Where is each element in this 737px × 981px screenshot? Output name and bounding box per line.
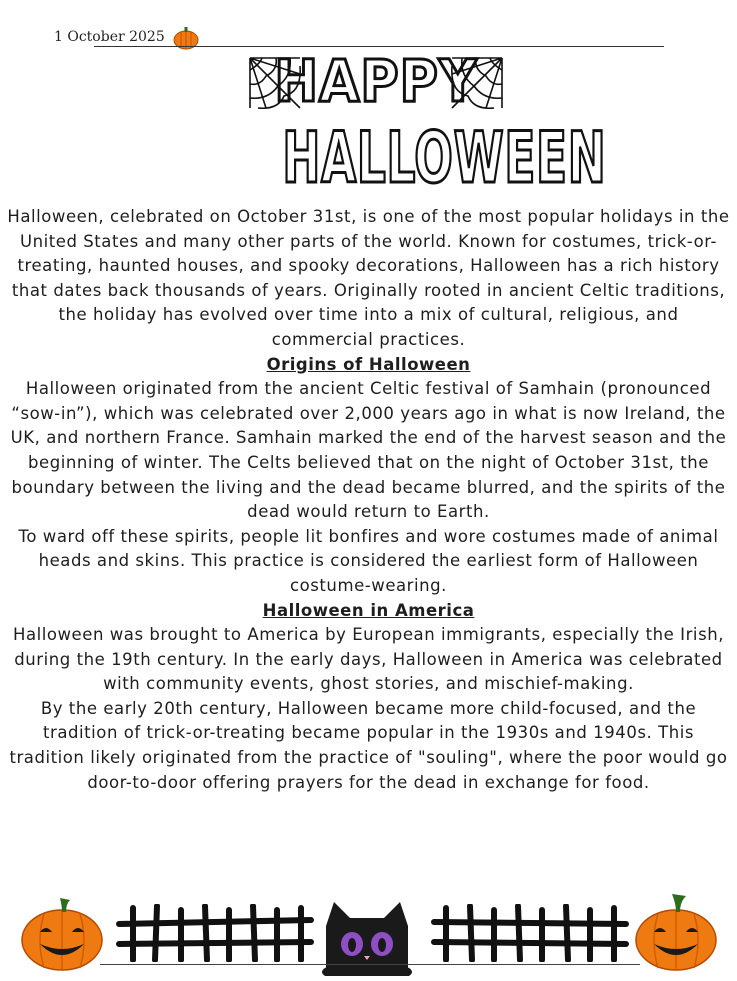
footer-decoration xyxy=(0,890,737,981)
fence-icon xyxy=(430,904,630,962)
pumpkin-icon xyxy=(632,892,720,974)
fence-icon xyxy=(115,904,315,962)
article-body xyxy=(6,205,731,795)
title-halloween: HALLOWEEN xyxy=(282,117,607,199)
footer-baseline xyxy=(100,964,640,965)
origins-paragraph-1: Halloween originated from the ancient Celtic festival of Samhain (pronounced “sow-in”), which was celebrated over 2,000 years ago in what is now Ireland, the UK, and northern France. Samhain marked the end of the harvest season and the beginning of winter. The Celts believed that on the night of October 31st, the boundary between the living and the dead became blurred, and the spirits of the dead would return to Earth. xyxy=(10,379,727,522)
america-paragraph-2: By the early 20th century, Halloween became more child-focused, and the tradition of trick-or-treating became popular in the 1930s and 1940s. This tradition likely originated from the practice of "souling", where the poor would go door-to-door offering prayers for the dead in exchange for food. xyxy=(9,698,728,792)
date-row xyxy=(54,26,664,48)
america-heading: Halloween in America xyxy=(262,600,475,620)
title-header xyxy=(246,47,607,200)
title-happy: HAPPY xyxy=(274,47,478,115)
date-text: 1 October 2025 xyxy=(54,29,165,45)
origins-paragraph-2: To ward off these spirits, people lit bonfires and wore costumes made of animal heads and skins. This practice is considered the earliest form of Halloween costume-wearing. xyxy=(18,526,719,595)
pumpkin-icon xyxy=(18,894,106,974)
origins-heading: Origins of Halloween xyxy=(266,354,471,374)
america-paragraph-1: Halloween was brought to America by European immigrants, especially the Irish, during the 19th century. In the early days, Halloween in America was celebrated with community events, ghost stories, and mischief-making. xyxy=(12,625,725,694)
intro-paragraph: Halloween, celebrated on October 31st, is one of the most popular holidays in the United States and many other parts of the world. Known for costumes, trick-or-treating, haunted houses, and spooky decorations, Halloween has a rich history that dates back thousands of years. Originally rooted in ancient Celtic traditions, the holiday has evolved over time into a mix of cultural, religious, and commercial practices. xyxy=(7,207,730,349)
